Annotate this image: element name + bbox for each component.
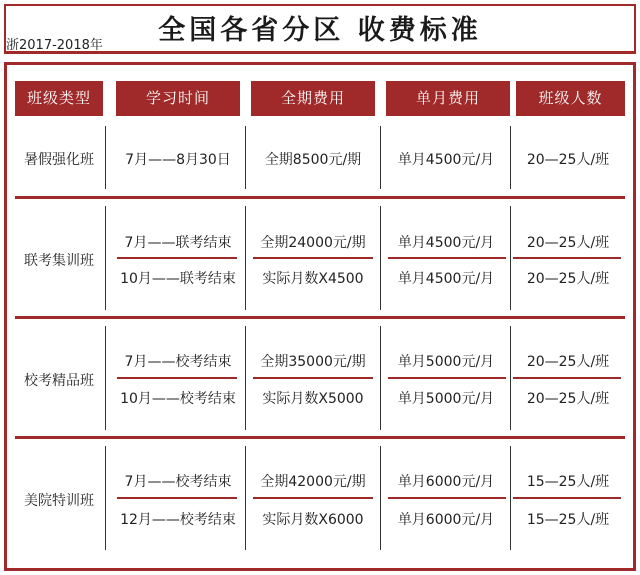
monthly-fee-cell: 单月6000元/月 [397,512,495,528]
class-size-cell: 15—25人/班 [526,474,610,490]
monthly-fee-cell: 单月4500元/月 [397,271,495,287]
total-fee-cell: 全期8500元/期 [264,152,362,168]
row-separator [15,316,625,319]
column-header-class-size: 班级人数 [516,81,625,116]
class-type-cell: 美院特训班 [24,493,94,509]
class-size-cell: 20—25人/班 [526,354,610,370]
total-fee-cell: 全期35000元/期 [260,354,366,370]
study-time-cell: 7月——联考结束 [124,235,232,251]
study-time-cell: 7月——校考结束 [124,474,232,490]
class-size-cell: 20—25人/班 [526,235,610,251]
total-fee-cell: 实际月数X6000 [262,512,364,528]
column-header-monthly-fee: 单月费用 [386,81,510,116]
class-type-cell: 校考精品班 [24,373,94,389]
class-size-cell: 20—25人/班 [526,391,610,407]
class-size-cell: 20—25人/班 [526,152,610,168]
row-separator [15,436,625,439]
monthly-fee-cell: 单月5000元/月 [397,391,495,407]
class-size-cell: 15—25人/班 [526,512,610,528]
monthly-fee-cell: 单月5000元/月 [397,354,495,370]
study-time-cell: 12月——校考结束 [120,512,236,528]
total-fee-cell: 全期24000元/期 [260,235,366,251]
monthly-fee-cell: 单月6000元/月 [397,474,495,490]
total-fee-cell: 全期42000元/期 [260,474,366,490]
study-time-cell: 10月——校考结束 [120,391,236,407]
total-fee-cell: 实际月数X5000 [262,391,364,407]
study-time-cell: 10月——联考结束 [120,271,236,287]
total-fee-cell: 实际月数X4500 [262,271,364,287]
study-time-cell: 7月——校考结束 [124,354,232,370]
class-type-cell: 联考集训班 [24,253,94,269]
page-subtitle: 浙2017-2018年 [6,38,103,53]
column-header-total-fee: 全期费用 [251,81,375,116]
page-title: 全国各省分区 收费标准 [158,15,482,46]
column-header-class-type: 班级类型 [15,81,103,116]
class-type-cell: 暑假强化班 [24,152,94,168]
monthly-fee-cell: 单月4500元/月 [397,235,495,251]
row-separator [15,196,625,199]
column-header-study-time: 学习时间 [116,81,240,116]
study-time-cell: 7月——8月30日 [125,152,231,168]
class-size-cell: 20—25人/班 [526,271,610,287]
monthly-fee-cell: 单月4500元/月 [397,152,495,168]
